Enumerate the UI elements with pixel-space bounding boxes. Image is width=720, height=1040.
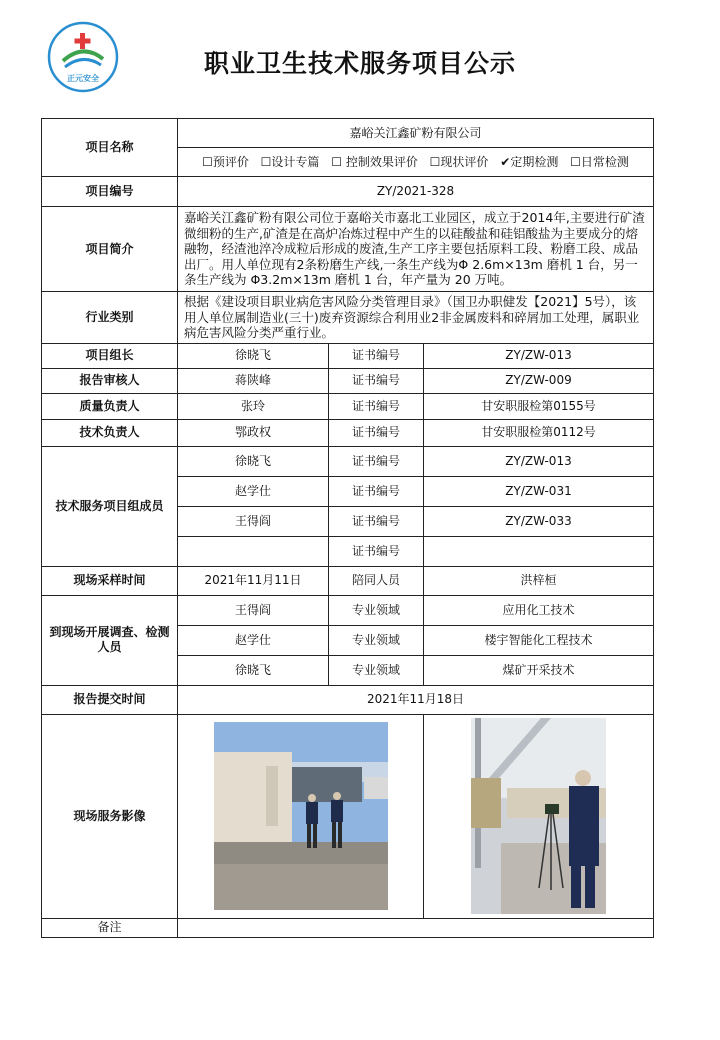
staff-field: 煤矿开采技术 xyxy=(424,655,654,685)
label-leader: 项目组长 xyxy=(42,343,178,368)
photo-cell-2 xyxy=(424,714,654,918)
remarks-value xyxy=(178,918,654,937)
site-photo-1 xyxy=(214,722,388,910)
project-type-options xyxy=(178,148,654,177)
cert-label: 证书编号 xyxy=(329,446,424,476)
photo-cell-1 xyxy=(178,714,424,918)
quality-cert: 甘安职服检第0155号 xyxy=(424,393,654,419)
label-sampling-time: 现场采样时间 xyxy=(42,566,178,595)
label-members: 技术服务项目组成员 xyxy=(42,446,178,566)
intro-text: 嘉峪关江鑫矿粉有限公司位于嘉峪关市嘉北工业园区，成立于2014年,主要进行矿渣微细粉的生产,矿渣是在高炉冶炼过程中产生的以硅酸盐和硅铝酸盐为主要成分的熔融物，经渣池淬冷成粒后形成的废渣,生产工序主要包括原料工段、粉磨工段、成品出厂。用人单位现有2条粉磨生产线,一条生产线为Φ 2.6m×13m 磨机 1 台，另一条生产线为 Φ3.2m×13m 磨机 1 台，年产量为 20 万吨。 xyxy=(178,207,654,292)
leader-name: 徐晓飞 xyxy=(178,343,329,368)
cert-label: 证书编号 xyxy=(329,536,424,566)
field-label: 专业领域 xyxy=(329,625,424,655)
option-periodic-testing: ✔定期检测 xyxy=(500,154,559,169)
staff-field: 楼宇智能化工程技术 xyxy=(424,625,654,655)
label-intro: 项目简介 xyxy=(42,207,178,292)
quality-name: 张玲 xyxy=(178,393,329,419)
reviewer-cert: ZY/ZW-009 xyxy=(424,368,654,393)
sampling-time-value: 2021年11月11日 xyxy=(178,566,329,595)
cert-label: 证书编号 xyxy=(329,476,424,506)
staff-name: 赵学仕 xyxy=(178,625,329,655)
cert-label: 证书编号 xyxy=(329,419,424,446)
label-report-time: 报告提交时间 xyxy=(42,685,178,714)
cert-label: 证书编号 xyxy=(329,343,424,368)
label-quality: 质量负责人 xyxy=(42,393,178,419)
label-project-name: 项目名称 xyxy=(42,119,178,177)
member-cert xyxy=(424,536,654,566)
page-title: 职业卫生技术服务项目公示 xyxy=(203,49,516,78)
site-photo-2 xyxy=(471,718,606,914)
cert-label: 证书编号 xyxy=(329,393,424,419)
member-name: 徐晓飞 xyxy=(178,446,329,476)
escort-label: 陪同人员 xyxy=(329,566,424,595)
member-name: 王得阎 xyxy=(178,506,329,536)
option-daily-testing: ☐日常检测 xyxy=(570,154,629,169)
label-project-no: 项目编号 xyxy=(42,177,178,207)
staff-name: 徐晓飞 xyxy=(178,655,329,685)
label-remarks: 备注 xyxy=(42,918,178,937)
member-name: 赵学仕 xyxy=(178,476,329,506)
technical-cert: 甘安职服检第0112号 xyxy=(424,419,654,446)
logo-text: 正元安全 xyxy=(67,74,99,83)
member-name xyxy=(178,536,329,566)
field-label: 专业领域 xyxy=(329,655,424,685)
staff-name: 王得阎 xyxy=(178,595,329,625)
option-design: ☐设计专篇 xyxy=(260,154,320,169)
option-control-effect: ☐ 控制效果评价 xyxy=(331,154,418,169)
member-cert: ZY/ZW-033 xyxy=(424,506,654,536)
label-field-staff: 到现场开展调查、检测人员 xyxy=(42,595,178,685)
member-cert: ZY/ZW-031 xyxy=(424,476,654,506)
label-images: 现场服务影像 xyxy=(42,714,178,918)
reviewer-name: 蒋陕峰 xyxy=(178,368,329,393)
cert-label: 证书编号 xyxy=(329,506,424,536)
project-name-value: 嘉峪关江鑫矿粉有限公司 xyxy=(178,119,654,148)
label-industry: 行业类别 xyxy=(42,292,178,344)
member-cert: ZY/ZW-013 xyxy=(424,446,654,476)
escort-value: 洪梓桓 xyxy=(424,566,654,595)
label-technical: 技术负责人 xyxy=(42,419,178,446)
project-table xyxy=(41,118,654,938)
cert-label: 证书编号 xyxy=(329,368,424,393)
option-status-evaluation: ☐现状评价 xyxy=(429,154,489,169)
report-time-value: 2021年11月18日 xyxy=(178,685,654,714)
field-label: 专业领域 xyxy=(329,595,424,625)
industry-text: 根据《建设项目职业病危害风险分类管理目录》（国卫办职健发【2021】5号），该用人单位属制造业(三十)废弃资源综合利用业2非金属废料和碎屑加工处理，属职业病危害风险分类严重行业。 xyxy=(178,292,654,344)
staff-field: 应用化工技术 xyxy=(424,595,654,625)
project-no-value: ZY/2021-328 xyxy=(178,177,654,207)
technical-name: 鄂政权 xyxy=(178,419,329,446)
label-reviewer: 报告审核人 xyxy=(42,368,178,393)
option-pre-evaluation: ☐预评价 xyxy=(202,154,249,169)
leader-cert: ZY/ZW-013 xyxy=(424,343,654,368)
